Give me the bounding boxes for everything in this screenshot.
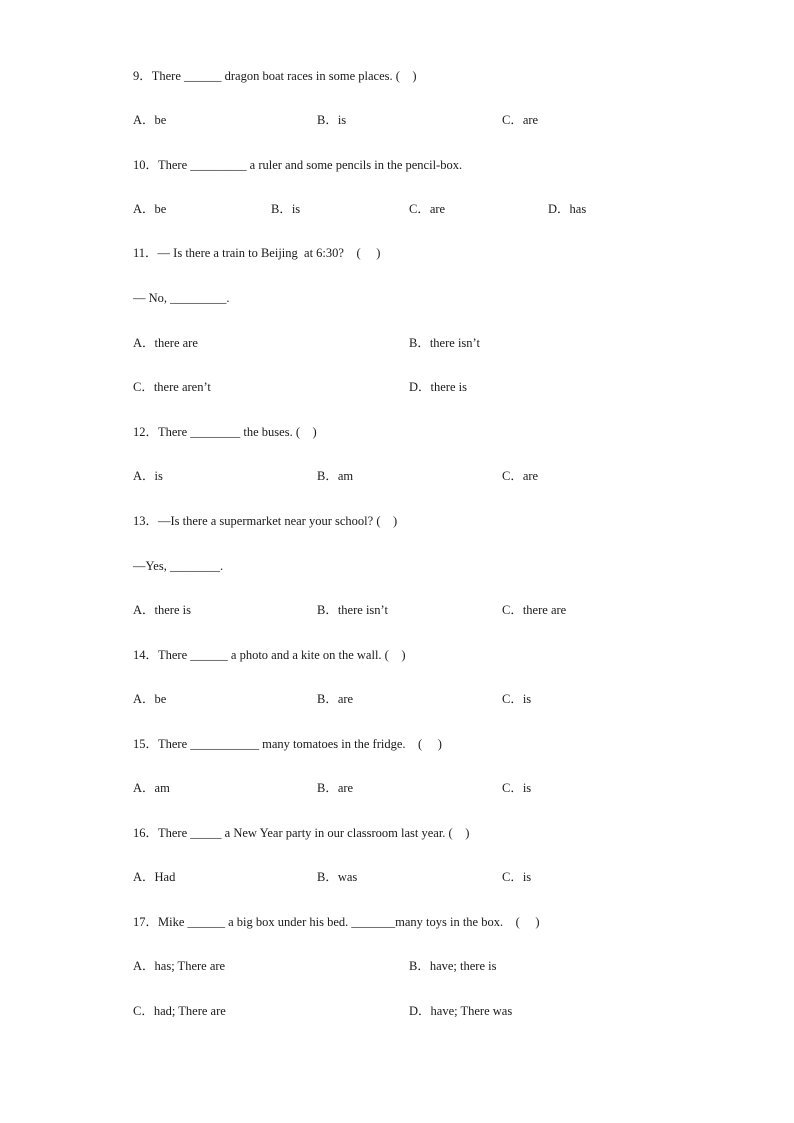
question-10-option-c[interactable]: C．are: [409, 202, 446, 216]
question-15-option-b[interactable]: B．are: [317, 781, 354, 795]
question-16-option-a[interactable]: A．Had: [133, 870, 176, 884]
question-10-option-d[interactable]: D．has: [548, 202, 587, 216]
question-17-option-a[interactable]: A．has; There are: [133, 959, 226, 973]
question-16-stem: 16．There _____ a New Year party in our classroom last year. ( ): [133, 826, 470, 840]
question-9-option-c[interactable]: C．are: [502, 113, 539, 127]
question-14-option-c[interactable]: C．is: [502, 692, 532, 706]
question-12-option-a[interactable]: A．is: [133, 469, 163, 483]
question-11-answer-line: — No, _________.: [133, 291, 230, 305]
question-11-option-c[interactable]: C．there aren’t: [133, 380, 211, 394]
question-11-option-d[interactable]: D．there is: [409, 380, 467, 394]
question-13-option-a[interactable]: A．there is: [133, 603, 191, 617]
question-16-option-c[interactable]: C．is: [502, 870, 532, 884]
question-9-option-b[interactable]: B．is: [317, 113, 347, 127]
question-17-option-b[interactable]: B．have; there is: [409, 959, 497, 973]
question-10-option-b[interactable]: B．is: [271, 202, 301, 216]
question-14-stem: 14．There ______ a photo and a kite on the wall. ( ): [133, 648, 406, 662]
question-12-option-b[interactable]: B．am: [317, 469, 354, 483]
question-12-stem: 12．There ________ the buses. ( ): [133, 425, 317, 439]
question-13-answer-line: —Yes, ________.: [133, 559, 224, 573]
question-15-stem: 15．There ___________ many tomatoes in the fridge. ( ): [133, 737, 442, 751]
question-11-option-a[interactable]: A．there are: [133, 336, 198, 350]
question-13-option-b[interactable]: B．there isn’t: [317, 603, 388, 617]
question-11-option-b[interactable]: B．there isn’t: [409, 336, 480, 350]
question-17-option-c[interactable]: C．had; There are: [133, 1004, 226, 1018]
question-17-stem: 17．Mike ______ a big box under his bed. _______many toys in the box. ( ): [133, 915, 540, 929]
question-13-option-c[interactable]: C．there are: [502, 603, 567, 617]
question-9-stem: 9．There ______ dragon boat races in some places. ( ): [133, 69, 417, 83]
question-13-stem: 13．—Is there a supermarket near your school? ( ): [133, 514, 398, 528]
question-11-stem: 11．— Is there a train to Beijing at 6:30? ( ): [133, 246, 381, 260]
question-9-option-a[interactable]: A．be: [133, 113, 167, 127]
question-15-option-c[interactable]: C．is: [502, 781, 532, 795]
question-14-option-b[interactable]: B．are: [317, 692, 354, 706]
question-12-option-c[interactable]: C．are: [502, 469, 539, 483]
question-10-stem: 10．There _________ a ruler and some pencils in the pencil-box.: [133, 158, 463, 172]
question-15-option-a[interactable]: A．am: [133, 781, 170, 795]
question-10-option-a[interactable]: A．be: [133, 202, 167, 216]
question-14-option-a[interactable]: A．be: [133, 692, 167, 706]
question-16-option-b[interactable]: B．was: [317, 870, 358, 884]
question-17-option-d[interactable]: D．have; There was: [409, 1004, 513, 1018]
